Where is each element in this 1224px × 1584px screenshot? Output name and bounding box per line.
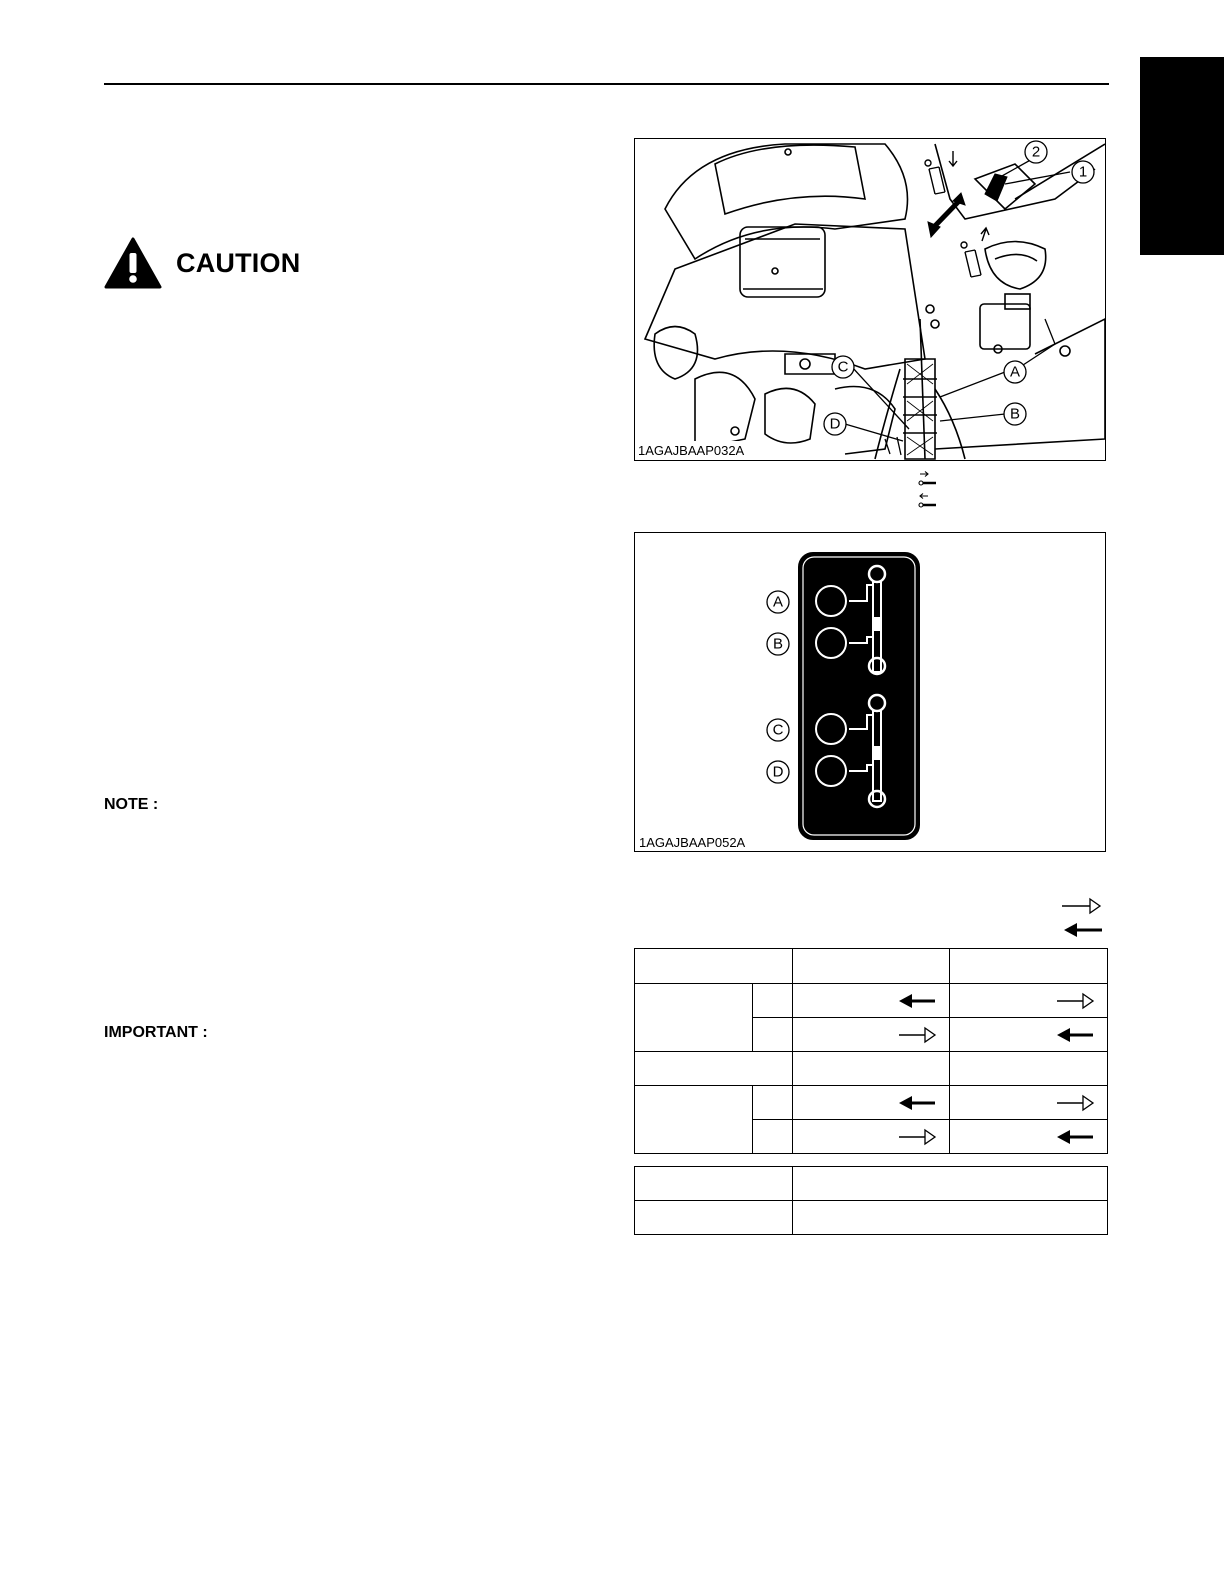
caution-label: CAUTION <box>176 247 301 278</box>
table-cell <box>792 984 950 1018</box>
warning-triangle-icon <box>104 237 162 289</box>
flow-legend <box>1060 895 1104 939</box>
table-cell <box>635 984 753 1052</box>
table-cell <box>792 1201 1107 1235</box>
callout-2: 2 <box>1031 143 1041 161</box>
port-label-b: B <box>772 635 784 653</box>
table-cell <box>635 1086 753 1154</box>
tractor-lever-illustration <box>635 139 1105 460</box>
table-cell <box>792 1167 1107 1201</box>
table-row <box>635 984 1108 1018</box>
table-cell <box>752 1086 792 1120</box>
callout-b: B <box>1009 405 1021 423</box>
table-cell <box>950 1086 1108 1120</box>
flow-direction-table <box>634 948 1108 1154</box>
table-cell <box>635 1167 793 1201</box>
callout-c: C <box>837 358 849 376</box>
port-label-a: A <box>772 593 784 611</box>
out-arrow-icon <box>897 1128 937 1146</box>
out-arrow-icon <box>897 1026 937 1044</box>
table-subheader-row <box>635 1052 1108 1086</box>
table-cell <box>792 1120 950 1154</box>
port-label-c: C <box>772 721 784 739</box>
table-cell <box>635 949 793 984</box>
table-cell <box>752 1120 792 1154</box>
figure-code: 1AGAJBAAP052A <box>639 835 746 850</box>
legend-table <box>634 1166 1108 1235</box>
table-cell <box>792 949 950 984</box>
in-arrow-icon <box>897 992 937 1010</box>
section-tab <box>1140 57 1224 255</box>
port-diagram-illustration <box>635 533 1105 851</box>
figure-tractor-lever <box>634 138 1106 461</box>
caution-heading <box>104 236 300 290</box>
table-cell <box>950 949 1108 984</box>
callout-a: A <box>1009 363 1021 381</box>
table-cell <box>792 1086 950 1120</box>
note-label: NOTE : <box>104 796 159 813</box>
table-cell <box>950 1120 1108 1154</box>
table-cell <box>752 984 792 1018</box>
in-arrow-icon <box>1064 923 1102 937</box>
table-row <box>635 1086 1108 1120</box>
table-cell <box>792 1052 950 1086</box>
table-row <box>635 1167 1108 1201</box>
table-cell <box>635 1201 793 1235</box>
figure-port-diagram <box>634 532 1106 852</box>
in-arrow-icon <box>897 1094 937 1112</box>
callout-1: 1 <box>1078 163 1088 181</box>
out-arrow-icon <box>1055 1094 1095 1112</box>
important-label: IMPORTANT : <box>104 1024 208 1041</box>
out-arrow-icon <box>1055 992 1095 1010</box>
table-cell <box>950 1052 1108 1086</box>
callout-d: D <box>829 415 841 433</box>
table-cell <box>752 1018 792 1052</box>
table-row <box>635 1201 1108 1235</box>
table-cell <box>950 984 1108 1018</box>
table-cell <box>635 1052 793 1086</box>
in-arrow-icon <box>1055 1128 1095 1146</box>
table-cell <box>792 1018 950 1052</box>
figure-code: 1AGAJBAAP032A <box>638 443 745 458</box>
table-cell <box>950 1018 1108 1052</box>
table-header-row <box>635 949 1108 984</box>
port-label-d: D <box>772 763 784 781</box>
in-arrow-icon <box>1055 1026 1095 1044</box>
extend-retract-symbols <box>914 470 942 512</box>
header-rule <box>104 83 1109 85</box>
out-arrow-icon <box>1062 899 1100 913</box>
